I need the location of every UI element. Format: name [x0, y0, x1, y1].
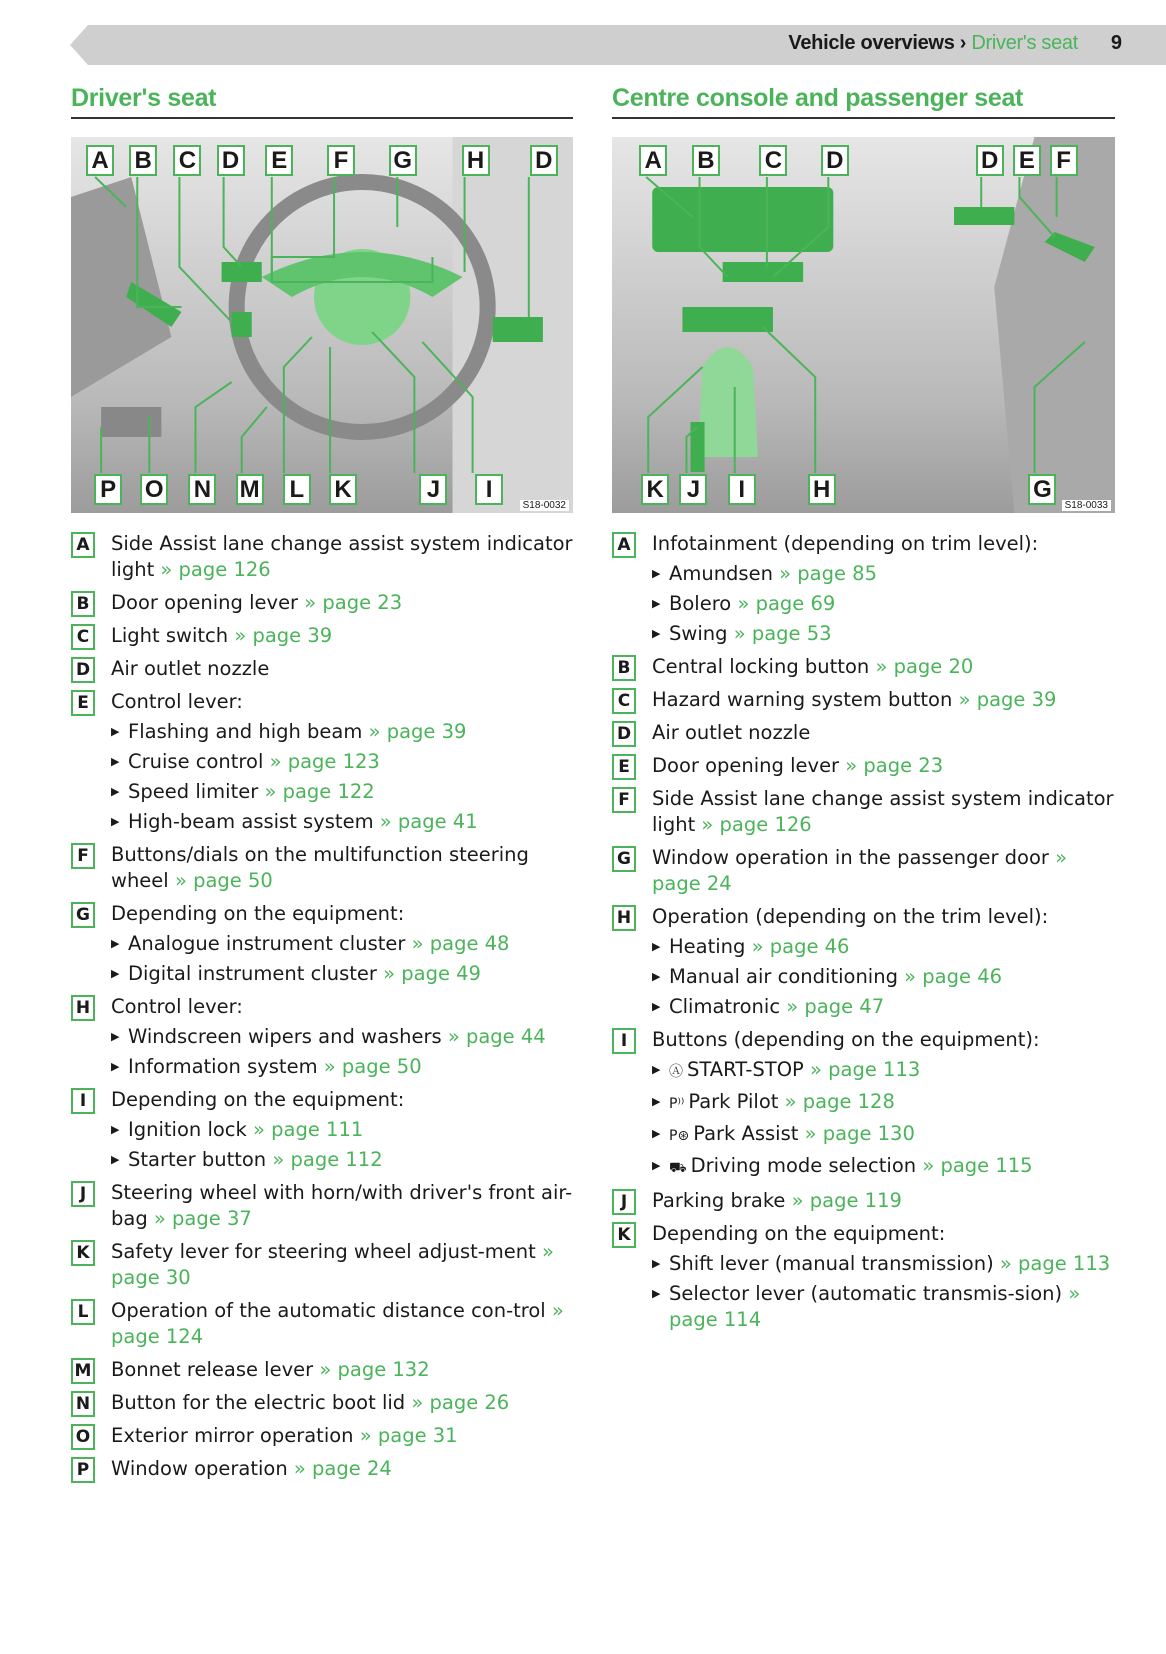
breadcrumb [788, 32, 1078, 55]
subitem-text: High-beam assist system [128, 810, 374, 833]
legend-subitem [111, 961, 573, 987]
legend-text: Side Assist lane change assist system indicator light [652, 787, 1114, 836]
legend-key: H [71, 995, 95, 1021]
legend-item [71, 1390, 573, 1416]
page-reference-link[interactable]: » page 46 [904, 965, 1003, 988]
page-reference-link[interactable]: » page 114 [669, 1282, 1081, 1331]
legend-item [71, 656, 573, 682]
legend-text: Depending on the equipment: [111, 1088, 405, 1111]
legend-item [612, 904, 1115, 1020]
subitem-text: Starter button [128, 1148, 267, 1171]
legend-subitem [652, 1057, 1115, 1085]
drivers-seat-legend [71, 531, 573, 1482]
legend-subitem [111, 779, 573, 805]
callout-label: E [1013, 145, 1041, 176]
legend-key: E [71, 690, 95, 716]
page-reference-link[interactable]: » page 126 [701, 813, 812, 836]
page-reference-link[interactable]: » page 30 [111, 1240, 554, 1289]
legend-subitem [652, 1121, 1115, 1149]
legend-subitem [652, 1251, 1115, 1277]
legend-text: Door opening lever [111, 591, 299, 614]
page-reference-link[interactable]: » page 39 [234, 624, 333, 647]
legend-subitem [652, 1153, 1115, 1181]
page-reference-link[interactable]: » page 85 [779, 562, 877, 585]
legend-key: C [71, 624, 95, 650]
legend-item [71, 901, 573, 987]
subitem-text: Bolero [669, 592, 732, 615]
legend-key: D [71, 657, 95, 683]
legend-subitem [111, 1054, 573, 1080]
legend-text: Hazard warning system button [652, 688, 953, 711]
callout-label: K [641, 474, 669, 505]
page-reference-link[interactable]: » page 44 [447, 1025, 546, 1048]
page-reference-link[interactable]: » page 50 [174, 869, 273, 892]
callout-label: D [217, 145, 245, 176]
dashboard-drawing [71, 137, 573, 513]
legend-text: Steering wheel with horn/with driver's front air-bag [111, 1181, 573, 1230]
callout-label: E [265, 145, 293, 176]
callout-label: G [1028, 474, 1056, 505]
legend-subitem [111, 1117, 573, 1143]
callout-label: D [530, 145, 558, 176]
callout-label: L [283, 474, 311, 505]
page-reference-link[interactable]: » page 47 [786, 995, 885, 1018]
image-code: S18-0033 [1062, 500, 1111, 511]
callout-label: D [821, 145, 849, 176]
page-reference-link[interactable]: » page 69 [737, 592, 836, 615]
subitem-text: Shift lever (manual transmission) [669, 1252, 994, 1275]
page-reference-link[interactable]: » page 24 [293, 1457, 392, 1480]
page-reference-link[interactable]: » page 112 [272, 1148, 383, 1171]
page-reference-link[interactable]: » page 24 [652, 846, 1068, 895]
callout-label: J [419, 474, 447, 505]
callout-label: N [188, 474, 216, 505]
page-reference-link[interactable]: » page 39 [368, 720, 467, 743]
legend-item [71, 531, 573, 583]
button-symbol-icon: P⊛ [669, 1128, 690, 1144]
legend-key: H [612, 905, 636, 931]
image-code: S18-0032 [520, 500, 569, 511]
subitem-text: Park Assist [693, 1122, 799, 1145]
legend-text: Depending on the equipment: [111, 902, 405, 925]
page-reference-link[interactable]: » page 132 [319, 1358, 430, 1381]
legend-item [71, 1357, 573, 1383]
subitem-text: Analogue instrument cluster [128, 932, 406, 955]
button-symbol-icon: P⁾⁾ [669, 1096, 685, 1112]
legend-key: G [612, 846, 636, 872]
legend-key: K [612, 1222, 636, 1248]
callout-label: M [236, 474, 264, 505]
page-reference-link[interactable]: » page 26 [411, 1391, 510, 1414]
page-reference-link[interactable]: » page 23 [304, 591, 403, 614]
subitem-text: Ignition lock [128, 1118, 247, 1141]
page-reference-link[interactable]: » page 37 [153, 1207, 252, 1230]
subitem-text: Amundsen [669, 562, 773, 585]
page-reference-link[interactable]: » page 46 [751, 935, 850, 958]
legend-text: Depending on the equipment: [652, 1222, 946, 1245]
legend-subitem [111, 1024, 573, 1050]
subitem-text: Selector lever (automatic transmis-sion) [669, 1282, 1063, 1305]
legend-key: J [71, 1181, 95, 1207]
legend-key: E [612, 754, 636, 780]
button-symbol-icon: ⛟ [669, 1160, 687, 1176]
page-reference-link[interactable]: » page 115 [922, 1154, 1033, 1177]
legend-key: J [612, 1189, 636, 1215]
page-reference-link[interactable]: » page 124 [111, 1299, 564, 1348]
legend-key: K [71, 1240, 95, 1266]
legend-key: A [71, 532, 95, 558]
legend-item [71, 994, 573, 1080]
callout-label: P [94, 474, 122, 505]
callout-label: I [475, 474, 503, 505]
subitem-text: Speed limiter [128, 780, 259, 803]
legend-item [71, 689, 573, 835]
legend-subitem [652, 934, 1115, 960]
breadcrumb-current: Driver's seat [971, 32, 1078, 54]
legend-text: Side Assist lane change assist system indicator light [111, 532, 573, 581]
legend-item [71, 1180, 573, 1232]
section-title: Centre console and passenger seat [612, 84, 1115, 119]
legend-key: A [612, 532, 636, 558]
legend-key: F [612, 787, 636, 813]
subitem-text: START-STOP [687, 1058, 804, 1081]
legend-text: Operation (depending on the trim level): [652, 905, 1049, 928]
subitem-text: Digital instrument cluster [128, 962, 377, 985]
page-reference-link[interactable]: » page 39 [958, 688, 1057, 711]
legend-text: Exterior mirror operation [111, 1424, 354, 1447]
page-reference-link[interactable]: » page 130 [804, 1122, 915, 1145]
legend-item [612, 687, 1115, 713]
legend-item [71, 1423, 573, 1449]
legend-subitem [111, 749, 573, 775]
page-reference-link[interactable]: » page 113 [999, 1252, 1111, 1275]
legend-item [71, 842, 573, 894]
legend-text: Air outlet nozzle [111, 657, 270, 680]
legend-text: Operation of the automatic distance con-trol [111, 1299, 546, 1322]
centre-console-illustration [612, 137, 1115, 513]
legend-item [71, 1456, 573, 1482]
legend-subitem [111, 719, 573, 745]
legend-text: Buttons (depending on the equipment): [652, 1028, 1040, 1051]
legend-key: I [71, 1088, 95, 1114]
legend-key: N [71, 1391, 95, 1417]
callout-label: H [462, 145, 490, 176]
page-reference-link[interactable]: » page 48 [411, 932, 510, 955]
legend-key: O [71, 1424, 95, 1450]
legend-key: C [612, 688, 636, 714]
callout-label: D [976, 145, 1004, 176]
callout-label: K [329, 474, 357, 505]
legend-key: M [71, 1358, 95, 1384]
callout-label: C [759, 145, 787, 176]
callout-label: A [86, 145, 114, 176]
legend-item [71, 623, 573, 649]
subitem-text: Climatronic [669, 995, 781, 1018]
legend-item [612, 654, 1115, 680]
page-reference-link[interactable]: » page 111 [253, 1118, 364, 1141]
legend-subitem [652, 621, 1115, 647]
callout-label: G [389, 145, 417, 176]
legend-item [612, 845, 1115, 897]
drivers-seat-section [71, 84, 573, 1489]
callout-label: B [129, 145, 157, 176]
centre-console-section [612, 84, 1115, 1340]
legend-item [71, 1087, 573, 1173]
callout-label: F [327, 145, 355, 176]
page-reference-link[interactable]: » page 123 [269, 750, 380, 773]
callout-label: F [1050, 145, 1078, 176]
legend-item [71, 1298, 573, 1350]
legend-item [612, 753, 1115, 779]
page-reference-link[interactable]: » page 122 [264, 780, 375, 803]
page-reference-link[interactable]: » page 113 [810, 1058, 921, 1081]
legend-subitem [652, 1281, 1115, 1333]
breadcrumb-section[interactable]: Vehicle overviews [788, 32, 955, 54]
section-title: Driver's seat [71, 84, 573, 119]
legend-subitem [652, 561, 1115, 587]
legend-key: B [71, 591, 95, 617]
legend-text: Control lever: [111, 690, 243, 713]
legend-text: Window operation [111, 1457, 288, 1480]
subitem-text: Flashing and high beam [128, 720, 363, 743]
legend-item [71, 1239, 573, 1291]
legend-key: B [612, 655, 636, 681]
page-reference-link[interactable]: » page 53 [733, 622, 832, 645]
callout-label: B [692, 145, 720, 176]
legend-key: D [612, 721, 636, 747]
callout-label: H [808, 474, 836, 505]
legend-key: G [71, 902, 95, 928]
subitem-text: Cruise control [128, 750, 264, 773]
legend-text: Window operation in the passenger door [652, 846, 1049, 869]
subitem-text: Manual air conditioning [669, 965, 898, 988]
page-reference-link[interactable]: » page 20 [875, 655, 974, 678]
legend-text: Infotainment (depending on trim level): [652, 532, 1039, 555]
legend-text: Parking brake [652, 1189, 786, 1212]
legend-text: Buttons/dials on the multifunction steering wheel [111, 843, 529, 892]
legend-key: L [71, 1299, 95, 1325]
legend-item [612, 1027, 1115, 1181]
legend-subitem [111, 1147, 573, 1173]
page-number: 9 [1110, 32, 1122, 54]
callout-label: J [679, 474, 707, 505]
legend-text: Safety lever for steering wheel adjust-ment [111, 1240, 536, 1263]
legend-subitem [652, 994, 1115, 1020]
legend-subitem [652, 1089, 1115, 1117]
subitem-text: Swing [669, 622, 728, 645]
legend-text: Light switch [111, 624, 229, 647]
console-drawing [612, 137, 1115, 513]
subitem-text: Information system [128, 1055, 318, 1078]
legend-subitem [111, 931, 573, 957]
subitem-text: Windscreen wipers and washers [128, 1025, 442, 1048]
legend-item [71, 590, 573, 616]
legend-subitem [652, 591, 1115, 617]
subitem-text: Heating [669, 935, 746, 958]
legend-text: Air outlet nozzle [652, 721, 811, 744]
drivers-seat-illustration [71, 137, 573, 513]
callout-label: O [140, 474, 168, 505]
breadcrumb-separator: › [954, 32, 972, 54]
callout-label: C [173, 145, 201, 176]
page-reference-link[interactable]: » page 128 [784, 1090, 895, 1113]
legend-subitem [111, 809, 573, 835]
page-reference-link[interactable]: » page 119 [791, 1189, 902, 1212]
legend-item [612, 720, 1115, 746]
legend-text: Central locking button [652, 655, 870, 678]
legend-text: Button for the electric boot lid [111, 1391, 406, 1414]
legend-item [612, 786, 1115, 838]
legend-key: F [71, 843, 95, 869]
page-reference-link[interactable]: » page 126 [160, 558, 271, 581]
page-reference-link[interactable]: » page 41 [379, 810, 478, 833]
legend-key: P [71, 1457, 95, 1483]
subitem-text: Driving mode selection [690, 1154, 917, 1177]
legend-text: Door opening lever [652, 754, 840, 777]
legend-item [612, 1221, 1115, 1333]
legend-key: I [612, 1028, 636, 1054]
legend-item [612, 1188, 1115, 1214]
legend-item [612, 531, 1115, 647]
page-reference-link[interactable]: » page 49 [383, 962, 481, 985]
callout-label: A [639, 145, 667, 176]
page-reference-link[interactable]: » page 50 [323, 1055, 422, 1078]
legend-subitem [652, 964, 1115, 990]
legend-text: Bonnet release lever [111, 1358, 314, 1381]
callout-label: I [728, 474, 756, 505]
centre-console-legend [612, 531, 1115, 1333]
legend-text: Control lever: [111, 995, 243, 1018]
subitem-text: Park Pilot [688, 1090, 779, 1113]
page-reference-link[interactable]: » page 31 [359, 1424, 458, 1447]
button-symbol-icon: Ⓐ [669, 1064, 683, 1080]
page-reference-link[interactable]: » page 23 [845, 754, 944, 777]
